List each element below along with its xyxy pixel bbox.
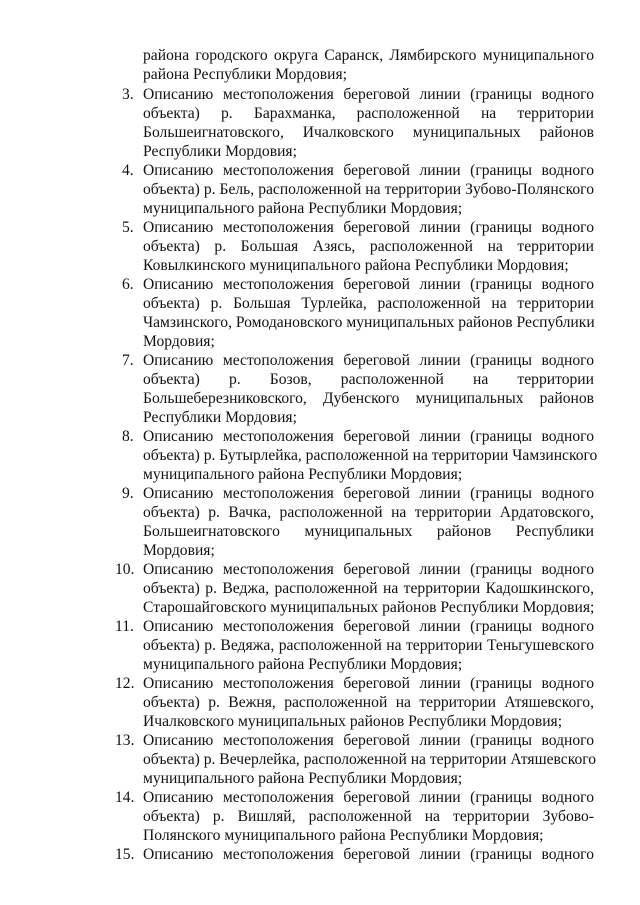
text-line: объекта) р. Вишляй, расположенной на территории Зубово-	[143, 808, 594, 825]
text-line: Ичалковского муниципальных районов Республики Мордовия;	[143, 713, 563, 730]
text-line: муниципального района Республики Мордовия;	[143, 466, 463, 483]
text-line: объекта) р. Вежня, расположенной на территории Атяшевского,	[143, 694, 594, 711]
text-line: муниципального района Республики Мордовия;	[143, 200, 463, 217]
text-line: муниципального района Республики Мордовия;	[143, 656, 463, 673]
text-line: Описанию местоположения береговой линии (границы водного	[143, 789, 594, 806]
text-line: муниципального района Республики Мордовия;	[143, 770, 463, 787]
text-line: Описанию местоположения береговой линии (границы водного	[143, 428, 594, 445]
text-line: Республики Мордовия;	[143, 143, 297, 160]
text-line: объекта) р. Ведяжа, расположенной на территории Теньгушевского	[143, 637, 594, 654]
list-item-number: 6.	[122, 276, 134, 293]
text-line: Описанию местоположения береговой линии (границы водного	[143, 276, 594, 293]
list-item-number: 12.	[115, 675, 135, 692]
list-item-number: 5.	[122, 219, 134, 236]
text-line: района городского округа Саранск, Лямбирского муниципального	[143, 47, 594, 64]
text-line: Описанию местоположения береговой линии (границы водного	[143, 561, 594, 578]
list-item-number: 11.	[115, 618, 134, 635]
text-line: объекта) р. Вечерлейка, расположенной на территории Атяшевского	[143, 751, 597, 768]
list-item-number: 10.	[115, 561, 135, 578]
text-line: Большеберезниковского, Дубенского муниципальных районов	[143, 390, 594, 407]
text-line: объекта) р. Вачка, расположенной на территории Ардатовского,	[143, 504, 594, 521]
list-item-number: 7.	[122, 352, 134, 369]
list-item-number: 13.	[115, 732, 135, 749]
list-item-number: 8.	[122, 428, 134, 445]
text-line: Описанию местоположения береговой линии (границы водного	[143, 219, 594, 236]
text-line: объекта) р. Большая Турлейка, расположенной на территории	[143, 295, 594, 312]
text-line: Чамзинского, Ромодановского муниципальных районов Республики	[143, 314, 595, 331]
text-line: района Республики Мордовия;	[143, 66, 347, 83]
text-line: объекта) р. Бозов, расположенной на территории	[143, 371, 594, 388]
text-line: Описанию местоположения береговой линии (границы водного	[143, 675, 594, 692]
text-line: Республики Мордовия;	[143, 409, 297, 426]
text-line: Описанию местоположения береговой линии (границы водного	[143, 352, 594, 369]
text-line: Ковылкинского муниципального района Республики Мордовия;	[143, 257, 569, 274]
text-line: Описанию местоположения береговой линии (границы водного	[143, 485, 594, 502]
list-item-number: 3.	[122, 86, 134, 103]
text-line: Описанию местоположения береговой линии (границы водного	[143, 618, 594, 635]
text-line: объекта) р. Бутырлейка, расположенной на территории Чамзинского	[143, 447, 598, 464]
text-line: объекта) р. Барахманка, расположенной на территории	[143, 105, 594, 122]
text-line: Большеигнатовского, Ичалковского муниципальных районов	[143, 124, 594, 141]
list-item-number: 14.	[115, 789, 135, 806]
list-item-number: 4.	[122, 162, 134, 179]
text-line: Большеигнатовского муниципальных районов Республики	[143, 523, 594, 540]
text-line: Описанию местоположения береговой линии (границы водного	[143, 846, 594, 863]
text-line: Старошайговского муниципальных районов Республики Мордовия;	[143, 599, 595, 616]
text-line: Мордовия;	[143, 542, 215, 559]
text-line: Полянского муниципального района Республики Мордовия;	[143, 827, 544, 844]
text-line: объекта) р. Бель, расположенной на территории Зубово-Полянского	[143, 181, 594, 198]
text-line: Описанию местоположения береговой линии (границы водного	[143, 732, 594, 749]
text-line: объекта) р. Большая Азясь, расположенной на территории	[143, 238, 594, 255]
text-line: Описанию местоположения береговой линии (границы водного	[143, 86, 594, 103]
text-line: Мордовия;	[143, 333, 215, 350]
list-item-number: 9.	[122, 485, 134, 502]
text-line: объекта) р. Веджа, расположенной на территории Кадошкинского,	[143, 580, 594, 597]
text-line: Описанию местоположения береговой линии (границы водного	[143, 162, 594, 179]
list-item-number: 15.	[115, 846, 135, 863]
